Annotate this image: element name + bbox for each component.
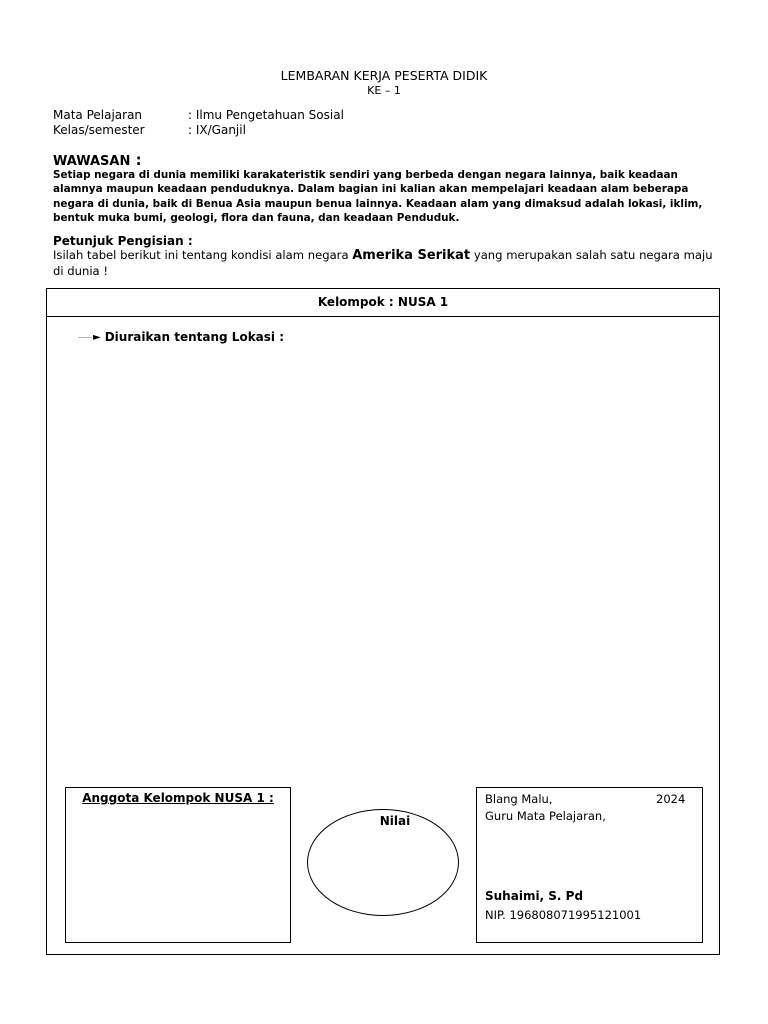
teacher-name: Suhaimi, S. Pd [485, 889, 584, 903]
members-label: Anggota Kelompok NUSA 1 : [82, 791, 274, 805]
wawasan-heading-text: WAWASAN [53, 154, 131, 169]
teacher-nip: NIP. 196808071995121001 [485, 908, 642, 922]
lokasi-label: Diuraikan tentang Lokasi : [104, 330, 285, 344]
wawasan-paragraph: Setiap negara di dunia memiliki karakateristik sendiri yang berbeda dengan negara lainnya, baik keadaan alamnya maupun keadaan penduduknya. Dalam bagian ini kalian akan mempelajari keadaan alam beberapa negara di dunia, baik di Benua Asia maupun benua lainnya. Keadaan alam yang dimaksud adalah lokasi, iklim, bentuk muka bumi, geologi, flora dan fauna, dan keadaan Penduduk. [53, 169, 703, 225]
signature-place: Blang Malu, [485, 792, 553, 806]
subject-label: Mata Pelajaran [53, 108, 143, 122]
teacher-role: Guru Mata Pelajaran, [485, 809, 606, 823]
arrow-line [78, 337, 92, 338]
petunjuk-paragraph [53, 248, 713, 279]
subject-value: : Ilmu Pengetahuan Sosial [188, 108, 344, 122]
wawasan-heading-colon: : [130, 151, 142, 169]
members-box [65, 787, 291, 943]
arrow-right-icon: ► [93, 331, 101, 343]
class-value: : IX/Ganjil [188, 123, 246, 137]
group-header: Kelompok : NUSA 1 [46, 288, 720, 317]
petunjuk-text-before: Isilah tabel berikut ini tentang kondisi alam negara [53, 248, 353, 262]
score-label: Nilai [379, 814, 411, 828]
document-title: LEMBARAN KERJA PESERTA DIDIK [280, 68, 488, 83]
signature-year: 2024 [656, 792, 686, 806]
petunjuk-text-after: yang merupakan salah satu negara maju di dunia ! [53, 248, 713, 278]
petunjuk-heading: Petunjuk Pengisian : [53, 234, 193, 248]
country-name: Amerika Serikat [352, 248, 471, 263]
class-label: Kelas/semester [53, 123, 145, 137]
wawasan-heading [53, 151, 142, 169]
lokasi-item [78, 330, 284, 344]
document-subtitle: KE – 1 [367, 84, 401, 97]
